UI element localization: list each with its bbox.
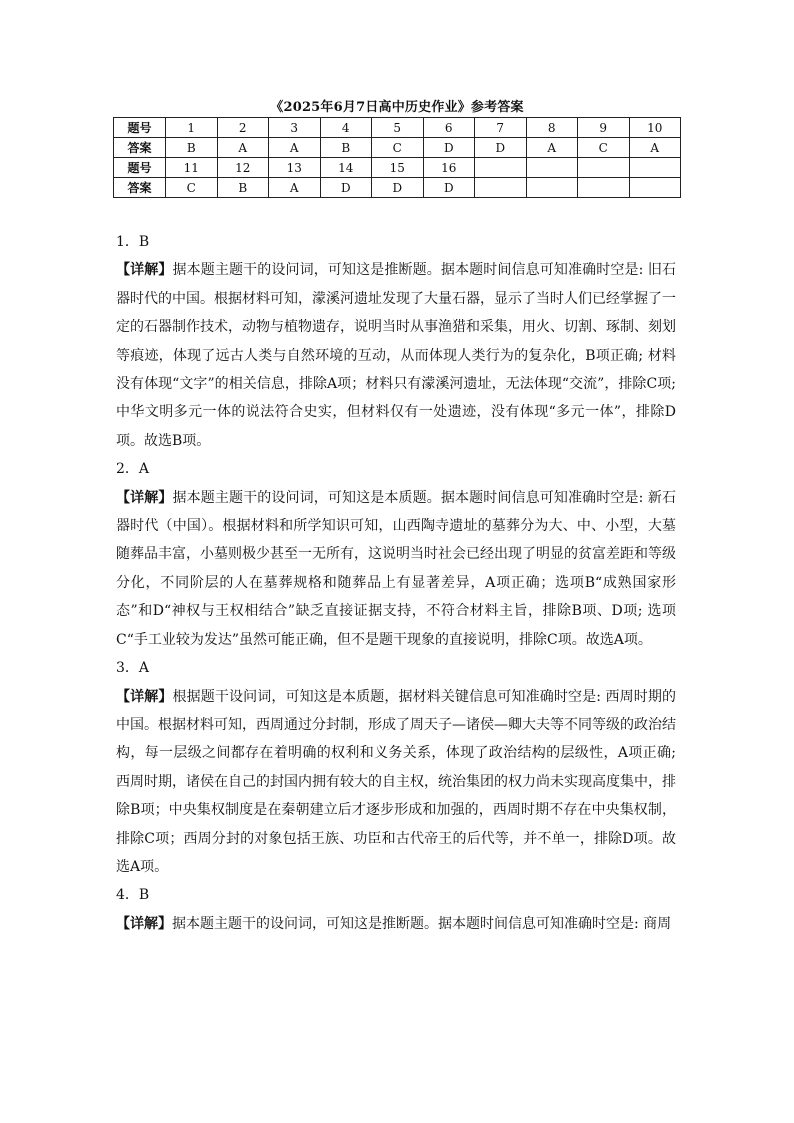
table-cell: B bbox=[320, 138, 372, 158]
answer-explanation bbox=[116, 484, 676, 654]
answer-block-2 bbox=[116, 455, 676, 654]
explanation-text: 根据题干设问词，可知这是本质题，据材料关键信息可知准确时空是: 西周时期的中国。根据材料可知，西周通过分封制，形成了周天子—诸侯—卿大夫等不同等级的政治结构，每一层级之间都存在着明确的权利和义务关系，体现了政治结构的层级性，A项正确; 西周时期，诸侯在自己的封国内拥有较大的自主权，统治集团的权力尚未实现高度集中，排除B项；中央集权制度是在秦朝建立后才逐步形成和加强的，西周时期不存在中央集权制，排除C项；西周分封的对象包括王族、功臣和古代帝王的后代等，并不单一，排除D项。故选A项。 bbox=[116, 688, 676, 875]
table-cell: 6 bbox=[423, 118, 475, 138]
table-cell bbox=[629, 178, 681, 198]
table-cell: 16 bbox=[423, 158, 475, 178]
answer-explanation bbox=[116, 910, 676, 938]
answer-block-4 bbox=[116, 881, 676, 938]
table-row bbox=[114, 118, 681, 138]
answer-number: 3．A bbox=[116, 660, 150, 677]
table-cell: 3 bbox=[269, 118, 321, 138]
answer-number: 2．A bbox=[116, 461, 150, 478]
table-row bbox=[114, 178, 681, 198]
table-cell: 5 bbox=[372, 118, 424, 138]
table-row bbox=[114, 158, 681, 178]
detail-tag: 【详解】 bbox=[116, 688, 173, 705]
table-cell bbox=[578, 158, 630, 178]
table-cell: A bbox=[629, 138, 681, 158]
table-cell: 11 bbox=[166, 158, 218, 178]
answer-explanation bbox=[116, 683, 676, 882]
row-label: 答案 bbox=[114, 178, 166, 198]
answer-number: 4．B bbox=[116, 887, 150, 904]
detail-tag: 【详解】 bbox=[116, 489, 173, 506]
table-cell bbox=[526, 178, 578, 198]
detail-tag: 【详解】 bbox=[116, 915, 172, 932]
answer-table bbox=[113, 117, 681, 198]
table-cell: 2 bbox=[217, 118, 269, 138]
table-cell: 12 bbox=[217, 158, 269, 178]
table-cell: 10 bbox=[629, 118, 681, 138]
table-cell: D bbox=[423, 178, 475, 198]
table-cell: B bbox=[166, 138, 218, 158]
table-cell bbox=[629, 158, 681, 178]
table-cell: D bbox=[372, 178, 424, 198]
table-cell: A bbox=[217, 138, 269, 158]
table-row bbox=[114, 138, 681, 158]
answer-explanation bbox=[116, 256, 676, 455]
table-cell: 13 bbox=[269, 158, 321, 178]
page-title: 《2025年6月7日高中历史作业》参考答案 bbox=[270, 100, 524, 115]
table-cell: D bbox=[423, 138, 475, 158]
table-cell: 15 bbox=[372, 158, 424, 178]
table-cell bbox=[475, 158, 527, 178]
table-cell bbox=[526, 158, 578, 178]
table-cell: A bbox=[269, 138, 321, 158]
table-cell: C bbox=[166, 178, 218, 198]
table-cell: D bbox=[320, 178, 372, 198]
table-cell: C bbox=[578, 138, 630, 158]
answer-number: 1．B bbox=[116, 234, 150, 250]
table-cell: A bbox=[526, 138, 578, 158]
explanation-text: 据本题主题干的设问词，可知这是推断题。据本题时间信息可知准确时空是: 旧石器时代的中国。根据材料可知，濛溪河遗址发现了大量石器，显示了当时人们已经掌握了一定的石器制作技术，动物与植物遗存，说明当时从事渔猎和采集，用火、切割、琢制、刻划等痕迹，体现了远古人类与自然环境的互动，从而体现人类行为的复杂化，B项正确; 材料没有体现“文字”的相关信息，排除A项；材料只有濛溪河遗址，无法体现“交流”，排除C项; 中华文明多元一体的说法符合史实，但材料仅有一处遗迹，没有体现“多元一体”，排除D项。故选B项。 bbox=[116, 262, 676, 449]
row-label: 答案 bbox=[114, 138, 166, 158]
table-cell: 9 bbox=[578, 118, 630, 138]
table-cell bbox=[475, 178, 527, 198]
table-cell: 7 bbox=[475, 118, 527, 138]
row-label: 题号 bbox=[114, 158, 166, 178]
table-cell: 14 bbox=[320, 158, 372, 178]
row-label: 题号 bbox=[114, 118, 166, 138]
detail-tag: 【详解】 bbox=[116, 262, 173, 279]
explanation-text: 据本题主题干的设问词，可知这是推断题。据本题时间信息可知准确时空是: 商周 bbox=[172, 915, 672, 932]
explanation-text: 据本题主题干的设问词，可知这是本质题。据本题时间信息可知准确时空是: 新石器时代（中国）。根据材料和所学知识可知，山西陶寺遗址的墓葬分为大、中、小型，大墓随葬品丰富，小墓则极少甚至一无所有，这说明当时社会已经出现了明显的贫富差距和等级分化，不同阶层的人在墓葬规格和随葬品上有显著差异，A项正确；选项B“成熟国家形态”和D“神权与王权相结合”缺乏直接证据支持，不符合材料主旨，排除B项、D项; 选项C“手工业较为发达”虽然可能正确，但不是题干现象的直接说明，排除C项。故选A项。 bbox=[116, 489, 676, 648]
table-cell: 1 bbox=[166, 118, 218, 138]
answer-block-3 bbox=[116, 654, 676, 881]
table-cell: C bbox=[372, 138, 424, 158]
table-cell: 4 bbox=[320, 118, 372, 138]
table-cell: A bbox=[269, 178, 321, 198]
table-cell: 8 bbox=[526, 118, 578, 138]
table-cell bbox=[578, 178, 630, 198]
table-cell: D bbox=[475, 138, 527, 158]
table-cell: B bbox=[217, 178, 269, 198]
answer-block-1 bbox=[116, 228, 676, 455]
explanations bbox=[116, 228, 676, 938]
